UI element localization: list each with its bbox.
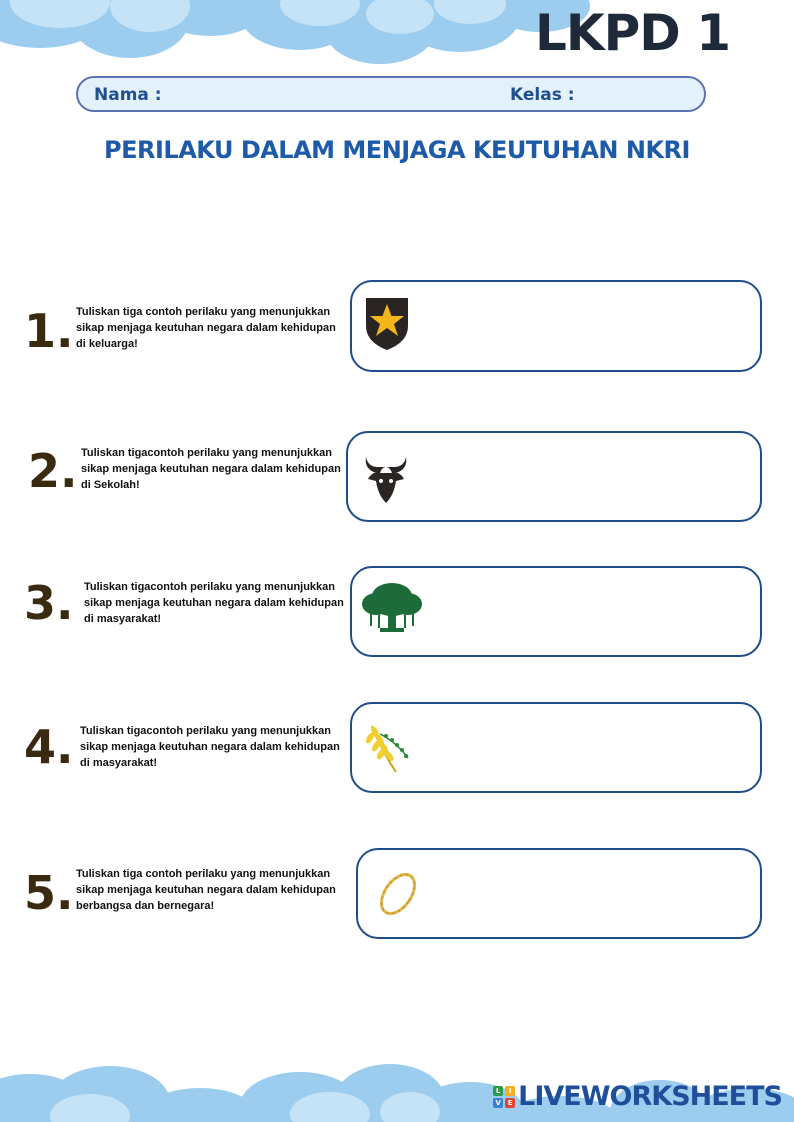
question-text: Tuliskan tigacontoh perilaku yang menunjukkan sikap menjaga keutuhan negara dalam kehidupan di masyarakat! (84, 581, 344, 625)
answer-box-2[interactable] (346, 431, 762, 522)
worksheet-title: LKPD 1 (535, 4, 730, 62)
question-text: Tuliskan tiga contoh perilaku yang menunjukkan sikap menjaga keutuhan negara dalam kehidupan di keluarga! (76, 306, 336, 350)
answer-input-2[interactable] (428, 443, 744, 510)
question-number: 2. (28, 444, 78, 498)
answer-box-5[interactable] (356, 848, 762, 939)
logo-letter: E (505, 1098, 515, 1108)
answer-box-1[interactable] (350, 280, 762, 372)
answer-input-5[interactable] (438, 860, 744, 927)
banyan-tree-icon (360, 580, 424, 636)
answer-box-4[interactable] (350, 702, 762, 793)
answer-input-4[interactable] (432, 714, 744, 781)
liveworksheets-logo (493, 1081, 782, 1112)
question-text: Tuliskan tiga contoh perilaku yang menunjukkan sikap menjaga keutuhan negara dalam kehidupan berbangsa dan bernegara! (76, 868, 336, 912)
logo-letter: I (505, 1086, 515, 1096)
question-number: 5. (24, 866, 74, 920)
question-text: Tuliskan tigacontoh perilaku yang menunjukkan sikap menjaga keutuhan negara dalam kehidupan di masyarakat! (80, 725, 340, 769)
nama-label: Nama : (94, 85, 162, 105)
question-text: Tuliskan tigacontoh perilaku yang menunjukkan sikap menjaga keutuhan negara dalam kehidupan di Sekolah! (81, 447, 341, 491)
question-number: 1. (24, 304, 74, 358)
answer-box-3[interactable] (350, 566, 762, 657)
answer-input-3[interactable] (432, 578, 744, 645)
logo-letter: V (493, 1098, 503, 1108)
star-shield-icon (364, 296, 410, 352)
logo-letter: L (493, 1086, 503, 1096)
answer-input-1[interactable] (432, 292, 744, 360)
logo-mark (493, 1086, 515, 1108)
question-number: 4. (24, 720, 74, 774)
chain-icon (374, 866, 422, 922)
bull-head-icon (362, 453, 410, 505)
kelas-label: Kelas : (510, 85, 575, 105)
question-number: 3. (24, 576, 74, 630)
main-title: PERILAKU DALAM MENJAGA KEUTUHAN NKRI (104, 136, 690, 164)
logo-text: LIVEWORKSHEETS (518, 1081, 782, 1112)
name-class-bar (76, 76, 706, 112)
rice-cotton-icon (366, 720, 414, 776)
